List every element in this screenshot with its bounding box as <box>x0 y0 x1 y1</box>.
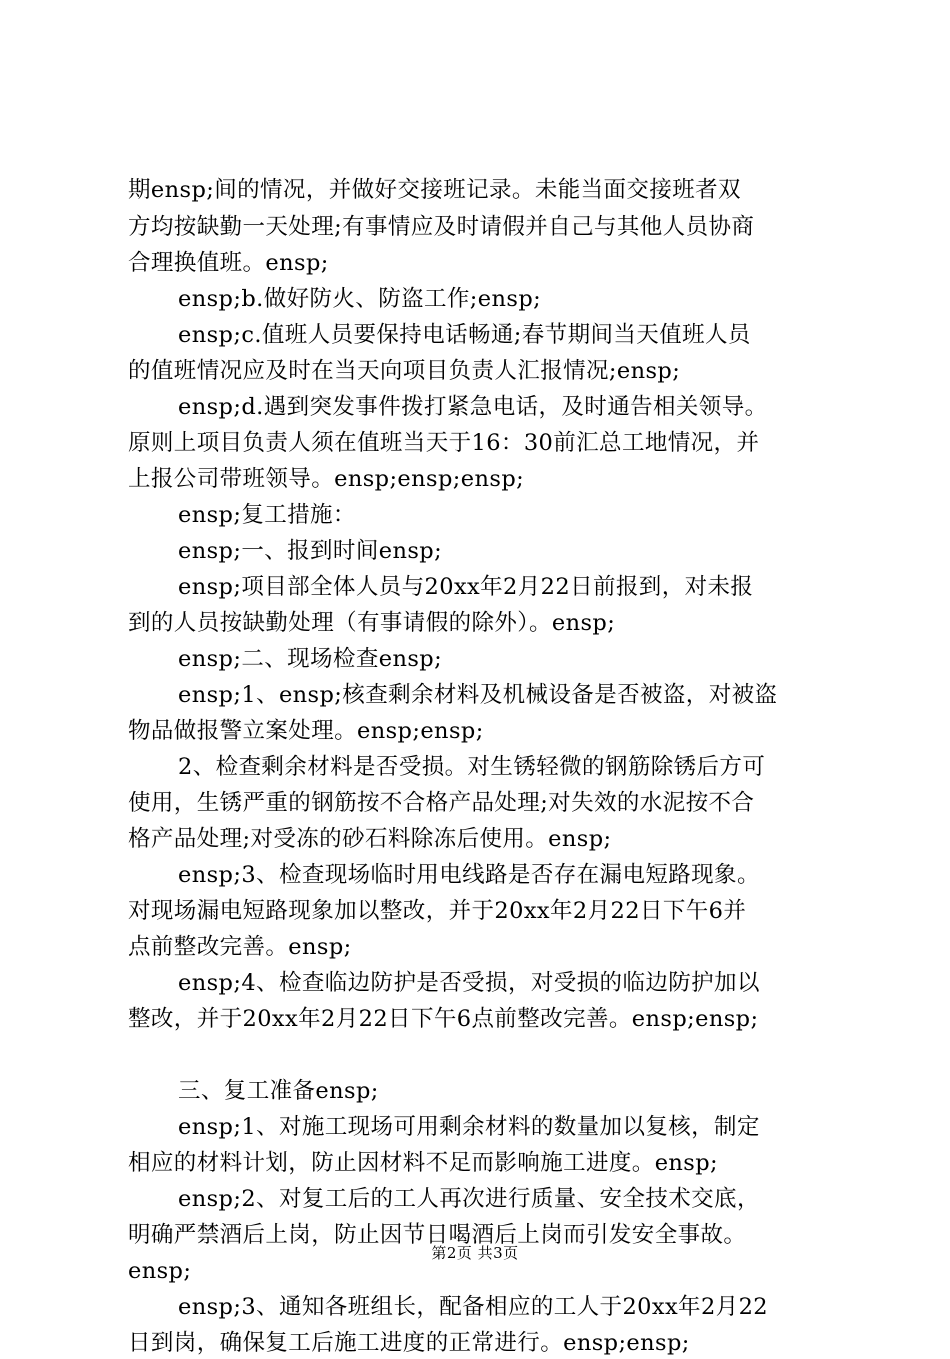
text-line: 明确严禁酒后上岗，防止因节日喝酒后上岗而引发安全事故。 <box>128 1222 747 1248</box>
text-line: 整改，并于20xx年2月22日下午6点前整改完善。ensp;ensp; <box>128 1006 759 1032</box>
text-line: 合理换值班。ensp; <box>128 250 329 276</box>
text-line: 物品做报警立案处理。ensp;ensp; <box>128 718 484 744</box>
text-line: 相应的材料计划，防止因材料不足而影响施工进度。ensp; <box>128 1150 719 1176</box>
text-line: 期ensp;间的情况，并做好交接班记录。未能当面交接班者双 <box>128 177 741 203</box>
text-line: 原则上项目负责人须在值班当天于16：30前汇总工地情况，并 <box>128 430 760 456</box>
text-line: ensp;4、检查临边防护是否受损，对受损的临边防护加以 <box>178 970 760 996</box>
text-line: ensp; <box>128 1258 192 1284</box>
text-line: ensp;b.做好防火、防盗工作;ensp; <box>178 286 542 312</box>
text-line: ensp;3、通知各班组长，配备相应的工人于20xx年2月22 <box>178 1294 769 1320</box>
text-line: 的值班情况应及时在当天向项目负责人汇报情况;ensp; <box>128 358 681 384</box>
text-line: 方均按缺勤一天处理;有事情应及时请假并自己与其他人员协商 <box>128 214 755 240</box>
text-line: ensp;项目部全体人员与20xx年2月22日前报到，对未报 <box>178 574 754 600</box>
text-line: 上报公司带班领导。ensp;ensp;ensp; <box>128 466 525 492</box>
text-line: ensp;二、现场检查ensp; <box>178 646 443 672</box>
text-line: 格产品处理;对受冻的砂石料除冻后使用。ensp; <box>128 826 612 852</box>
text-line: ensp;c.值班人员要保持电话畅通;春节期间当天值班人员 <box>178 322 751 348</box>
text-line: 使用，生锈严重的钢筋按不合格产品处理;对失效的水泥按不合 <box>128 790 755 816</box>
text-line: ensp;1、ensp;核查剩余材料及机械设备是否被盗，对被盗 <box>178 682 778 708</box>
text-line: ensp;1、对施工现场可用剩余材料的数量加以复核，制定 <box>178 1114 760 1140</box>
text-line: ensp;d.遇到突发事件拨打紧急电话，及时通告相关领导。 <box>178 394 768 420</box>
text-line: 对现场漏电短路现象加以整改，并于20xx年2月22日下午6并 <box>128 898 747 924</box>
page-number-footer: 第2页 共3页 <box>431 1244 519 1262</box>
text-line: 三、复工准备ensp; <box>178 1078 379 1104</box>
text-line: 点前整改完善。ensp; <box>128 934 352 960</box>
text-line: ensp;复工措施： <box>178 502 356 528</box>
text-line: ensp;2、对复工后的工人再次进行质量、安全技术交底， <box>178 1186 760 1212</box>
text-line: ensp;一、报到时间ensp; <box>178 538 443 564</box>
text-line: 2、检查剩余材料是否受损。对生锈轻微的钢筋除锈后方可 <box>178 754 766 780</box>
text-line: 到的人员按缺勤处理（有事请假的除外）。ensp; <box>128 610 616 636</box>
text-line: ensp;3、检查现场临时用电线路是否存在漏电短路现象。 <box>178 862 760 888</box>
text-line: 日到岗，确保复工后施工进度的正常进行。ensp;ensp; <box>128 1330 690 1356</box>
